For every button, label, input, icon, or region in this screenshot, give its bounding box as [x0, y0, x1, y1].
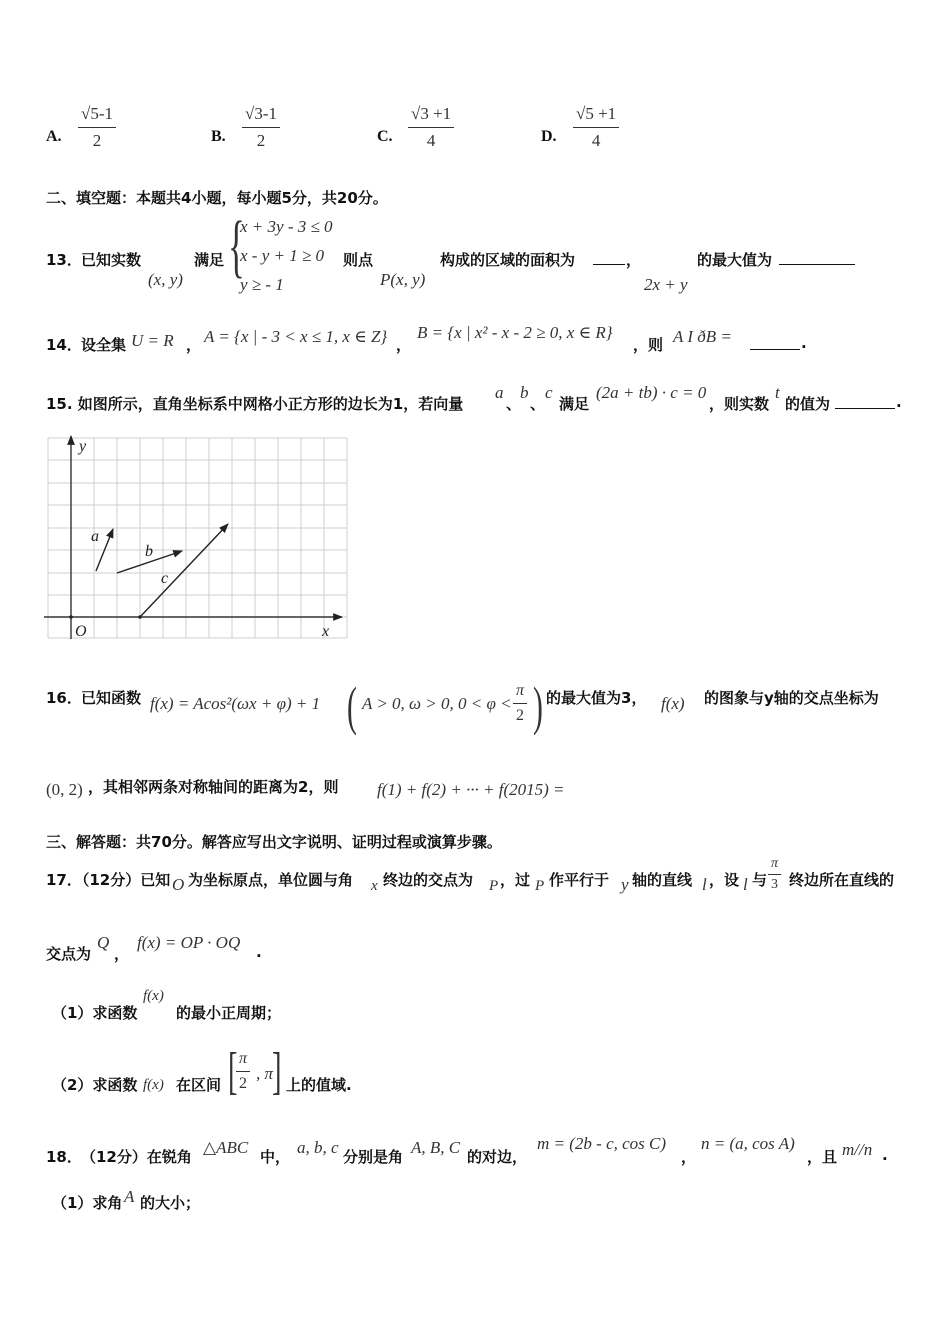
q16-text-4: ，其相邻两条对称轴间的距离为2，则: [88, 778, 339, 796]
q15-text-4: 的值为: [785, 395, 831, 413]
q14-text-2: ，则: [633, 336, 664, 354]
q18-text-4: 的对边，: [467, 1148, 528, 1166]
q18-part1-angle: A: [124, 1187, 135, 1206]
q14-set-a: A = {x | - 3 < x ≤ 1, x ∈ Z}: [204, 327, 388, 346]
option-c-label: C.: [377, 128, 393, 145]
q15-text-3: ，则实数: [709, 395, 770, 413]
q17-interval-right-bracket: ]: [272, 1043, 282, 1100]
q17-text-1: 17．（12分）已知: [46, 871, 171, 889]
q15-condition: (2a + tb) · c = 0: [596, 383, 707, 402]
section-3-heading: 三、解答题：共70分。解答应写出文字说明、证明过程或演算步骤。: [46, 833, 502, 851]
q17-part1-f: f(x): [143, 988, 164, 1004]
q16-function: f(x) = Acos²(ωx + φ) + 1: [150, 694, 321, 713]
q13-point: P(x, y): [380, 270, 426, 289]
q13-ineq-2: x - y + 1 ≥ 0: [240, 246, 325, 265]
q17-part1-label: （1）求函数: [52, 1004, 138, 1022]
q14-comma-1: ，: [186, 336, 202, 354]
q17-interval-left-bracket: [: [228, 1043, 238, 1100]
q16-point: (0, 2): [46, 780, 83, 799]
q13-ineq-1: x + 3y - 3 ≤ 0: [240, 217, 333, 236]
q18-triangle: △ABC: [203, 1138, 249, 1157]
q13-text-1: 已知实数: [81, 251, 142, 269]
y-axis-label: y: [79, 438, 87, 455]
option-b-label: B.: [211, 128, 226, 145]
q15-vec-c: c: [545, 383, 553, 402]
q18-part1-text: 的大小；: [140, 1194, 201, 1212]
origin-label: O: [75, 623, 87, 640]
vector-a-label: a: [91, 528, 99, 545]
q16-fx: f(x): [661, 694, 685, 713]
option-d-label: D.: [541, 128, 557, 145]
q18-parallel: m//n: [842, 1140, 873, 1159]
q13-text-5: ，: [626, 251, 642, 269]
q17-text-4: ，过: [500, 871, 531, 889]
q15-text-1: 15. 如图所示，直角坐标系中网格小正方形的边长为1，若向量: [46, 395, 464, 413]
q15-end: .: [896, 393, 902, 411]
q16-left-paren: (: [347, 676, 357, 736]
q15-vec-b: b: [520, 383, 529, 402]
q13-ineq-3: y ≥ - 1: [240, 275, 284, 294]
q16-text-2: 的最大值为3，: [546, 689, 647, 707]
q13-var: (x, y): [148, 270, 183, 289]
q17-text-10: 交点为: [46, 945, 92, 963]
q17-point-p: P: [489, 878, 499, 894]
q17-part2-f: f(x): [143, 1077, 164, 1093]
vector-c-start-dot: [138, 615, 142, 619]
option-c-fraction: √3 +1 4: [408, 104, 454, 151]
q17-interval-pi-over-2: π 2: [236, 1050, 250, 1093]
q14-end: .: [801, 334, 807, 352]
q17-part2-text-2: 上的值域.: [286, 1076, 352, 1094]
q17-y-axis: y: [621, 875, 629, 894]
q13-number: 13．: [46, 251, 82, 269]
q16-sum: f(1) + f(2) + ··· + f(2015) =: [377, 780, 565, 799]
q13-text-2: 满足: [194, 251, 225, 269]
q17-text-5: 作平行于: [549, 871, 610, 889]
q13-system: [240, 212, 333, 299]
q17-comma: ，: [114, 945, 130, 963]
q13-system-brace: {: [228, 208, 245, 285]
q17-part2-label: （2）求函数: [52, 1076, 138, 1094]
q18-part1-label: （1）求角: [52, 1194, 123, 1212]
q16-number: 16．: [46, 689, 82, 707]
q17-pi-over-3: π 3: [768, 856, 781, 893]
q17-line-l: l: [702, 875, 707, 894]
vector-b-label: b: [145, 543, 153, 560]
x-axis-label: x: [322, 623, 330, 640]
q16-condition: A > 0, ω > 0, 0 < φ <: [362, 694, 512, 713]
option-b-fraction: √3-1 2: [242, 104, 280, 151]
q17-point-p-2: P: [535, 878, 545, 894]
q16-pi-over-2: π 2: [513, 682, 527, 725]
q17-text-9: 终边所在直线的: [789, 871, 895, 889]
q13-blank-2: [779, 250, 855, 265]
q13-blank-1: [593, 250, 625, 265]
q18-vector-m: m = (2b - c, cos C): [537, 1134, 667, 1153]
q14-set-b: B = {x | x² - x - 2 ≥ 0, x ∈ R}: [417, 323, 613, 342]
q18-comma: ，: [681, 1148, 697, 1166]
option-d-fraction: √5 +1 4: [573, 104, 619, 151]
q14-number: 14．: [46, 336, 82, 354]
q17-text-2: 为坐标原点，单位圆与角: [188, 871, 354, 889]
q17-text-8: 与: [752, 871, 768, 889]
q13-text-3: 则点: [343, 251, 374, 269]
q16-right-paren: ): [533, 676, 543, 736]
q15-sep-2: 、: [530, 395, 546, 413]
q13-text-4: 构成的区域的面积为: [440, 251, 576, 269]
q17-text-6: 轴的直线: [632, 871, 693, 889]
q15-blank: [835, 394, 895, 409]
q18-number: 18．: [46, 1148, 82, 1166]
q14-universal-set: U = R: [131, 331, 174, 350]
q16-text-3: 的图象与y轴的交点坐标为: [704, 689, 879, 707]
q17-text-3: 终边的交点为: [383, 871, 474, 889]
q17-part2-text-1: 在区间: [176, 1076, 222, 1094]
q17-text-7: ，设: [709, 871, 740, 889]
q15-sep-1: 、: [506, 395, 522, 413]
vector-c-label: c: [161, 570, 169, 587]
q16-text-1: 已知函数: [81, 689, 142, 707]
q17-definition: f(x) = OP · OQ: [137, 933, 241, 952]
section-2-heading: 二、填空题：本题共4小题，每小题5分，共20分。: [46, 189, 388, 207]
q18-sides: a, b, c: [297, 1138, 339, 1157]
q14-text-1: 设全集: [81, 336, 127, 354]
q14-blank: [750, 335, 800, 350]
q13-text-6: 的最大值为: [697, 251, 773, 269]
q17-part1-text: 的最小正周期；: [176, 1004, 282, 1022]
q18-angles: A, B, C: [411, 1138, 461, 1157]
q17-angle-x: x: [371, 878, 378, 894]
q14-comma-2: ，: [396, 336, 412, 354]
q18-vector-n: n = (a, cos A): [701, 1134, 795, 1153]
vector-grid-figure: [44, 433, 350, 641]
q17-end: .: [256, 943, 262, 961]
q18-text-3: 分别是角: [343, 1148, 404, 1166]
q17-line-l-2: l: [743, 875, 748, 894]
option-a-label: A.: [46, 128, 62, 145]
origin-dot: [69, 615, 73, 619]
vector-c-arrow: [140, 524, 228, 617]
q13-expr: 2x + y: [644, 275, 688, 294]
q15-t: t: [775, 383, 780, 402]
option-a-fraction: √5-1 2: [78, 104, 116, 151]
q17-origin: O: [172, 875, 185, 894]
q18-text-5: ，且: [807, 1148, 838, 1166]
q18-text-1: （12分）在锐角: [81, 1148, 192, 1166]
q17-point-q: Q: [97, 933, 110, 952]
q14-expr: A I ðB =: [673, 327, 732, 346]
q18-end: .: [882, 1146, 888, 1164]
q15-vec-a: a: [495, 383, 504, 402]
q18-text-2: 中，: [260, 1148, 291, 1166]
q17-interval-rest: , π: [256, 1064, 274, 1083]
q15-text-2: 满足: [559, 395, 590, 413]
